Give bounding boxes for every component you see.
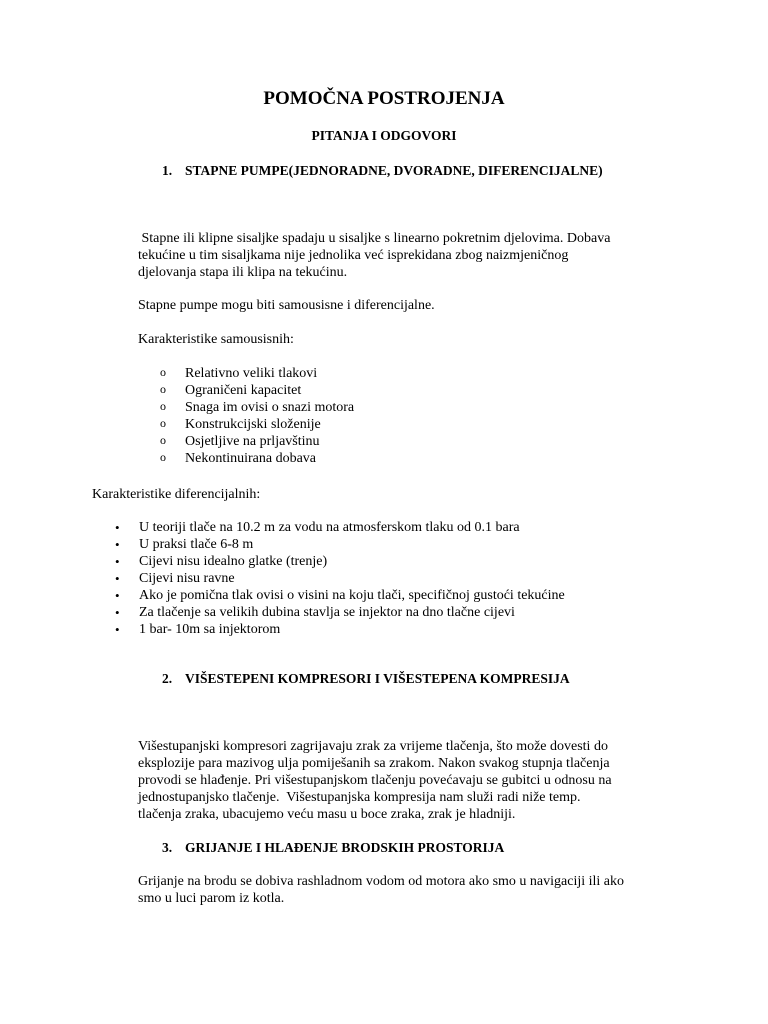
section-heading-text: VIŠESTEPENI KOMPRESORI I VIŠESTEPENA KOMPRESIJA — [185, 671, 570, 686]
list-item: o Ograničeni kapacitet — [185, 382, 354, 399]
section-2-heading — [162, 670, 570, 687]
list-item: • Cijevi nisu idealno glatke (trenje) — [139, 553, 565, 570]
section-heading-text: GRIJANJE I HLAĐENJE BRODSKIH PROSTORIJA — [185, 840, 505, 855]
section-1-paragraph-2: Stapne pumpe mogu biti samousisne i diferencijalne. — [138, 298, 435, 313]
list-item: • Ako je pomična tlak ovisi o visini na koju tlači, specifičnoj gustoći tekućine — [139, 587, 565, 604]
paragraph-line: eksplozije para mazivog ulja pomiješanih sa zrakom. Nakon svakog stupnja tlačenja — [138, 756, 610, 771]
section-number: 1. — [162, 163, 173, 178]
section-2-paragraph — [138, 738, 678, 823]
list-item: • Cijevi nisu ravne — [139, 570, 565, 587]
diferencijalni-list — [139, 519, 565, 638]
paragraph-line: djelovanja stapa ili klipa na tekućinu. — [138, 265, 348, 280]
samousisni-label: Karakteristike samousisnih: — [138, 332, 294, 347]
samousisni-list — [185, 365, 354, 467]
paragraph-line: smo u luci parom iz kotla. — [138, 891, 285, 906]
list-item: • Za tlačenje sa velikih dubina stavlja se injektor na dno tlačne cijevi — [139, 604, 565, 621]
list-item: o Snaga im ovisi o snazi motora — [185, 399, 354, 416]
list-item: • 1 bar- 10m sa injektorom — [139, 621, 565, 638]
list-item: o Osjetljive na prljavštinu — [185, 433, 354, 450]
section-3-heading — [162, 839, 504, 856]
document-subtitle: PITANJA I ODGOVORI — [311, 128, 457, 143]
section-number: 3. — [162, 840, 173, 855]
list-item: • U teoriji tlače na 10.2 m za vodu na atmosferskom tlaku od 0.1 bara — [139, 519, 565, 536]
list-item: o Nekontinuirana dobava — [185, 450, 354, 467]
diferencijalni-label: Karakteristike diferencijalnih: — [92, 487, 261, 502]
document-title: POMOČNA POSTROJENJA — [263, 88, 505, 109]
section-number: 2. — [162, 671, 173, 686]
paragraph-line: jednostupanjsko tlačenje. Višestupanjska kompresija nam služi radi niže temp. — [138, 790, 581, 805]
list-item: • U praksi tlače 6-8 m — [139, 536, 565, 553]
list-item: o Konstrukcijski složenije — [185, 416, 354, 433]
section-3-paragraph — [138, 873, 678, 907]
paragraph-line: Višestupanjski kompresori zagrijavaju zrak za vrijeme tlačenja, što može dovesti do — [138, 739, 608, 754]
paragraph-line: Stapne ili klipne sisaljke spadaju u sisaljke s linearno pokretnim djelovima. Dobava — [138, 231, 611, 246]
section-heading-text: STAPNE PUMPE(JEDNORADNE, DVORADNE, DIFERENCIJALNE) — [185, 163, 603, 178]
section-1-heading — [162, 162, 603, 179]
paragraph-line: Grijanje na brodu se dobiva rashladnom vodom od motora ako smo u navigaciji ili ako — [138, 874, 625, 889]
paragraph-line: provodi se hlađenje. Pri višestupanjskom tlačenju povećavaju se gubitci u odnosu na — [138, 773, 612, 788]
list-item: o Relativno veliki tlakovi — [185, 365, 354, 382]
paragraph-line: tlačenja zraka, ubacujemo veću masu u boce zraka, zrak je hladniji. — [138, 807, 516, 822]
paragraph-line: tekućine u tim sisaljkama nije jednolika već isprekidana zbog naizmjeničnog — [138, 248, 569, 263]
section-1-intro — [138, 230, 678, 281]
